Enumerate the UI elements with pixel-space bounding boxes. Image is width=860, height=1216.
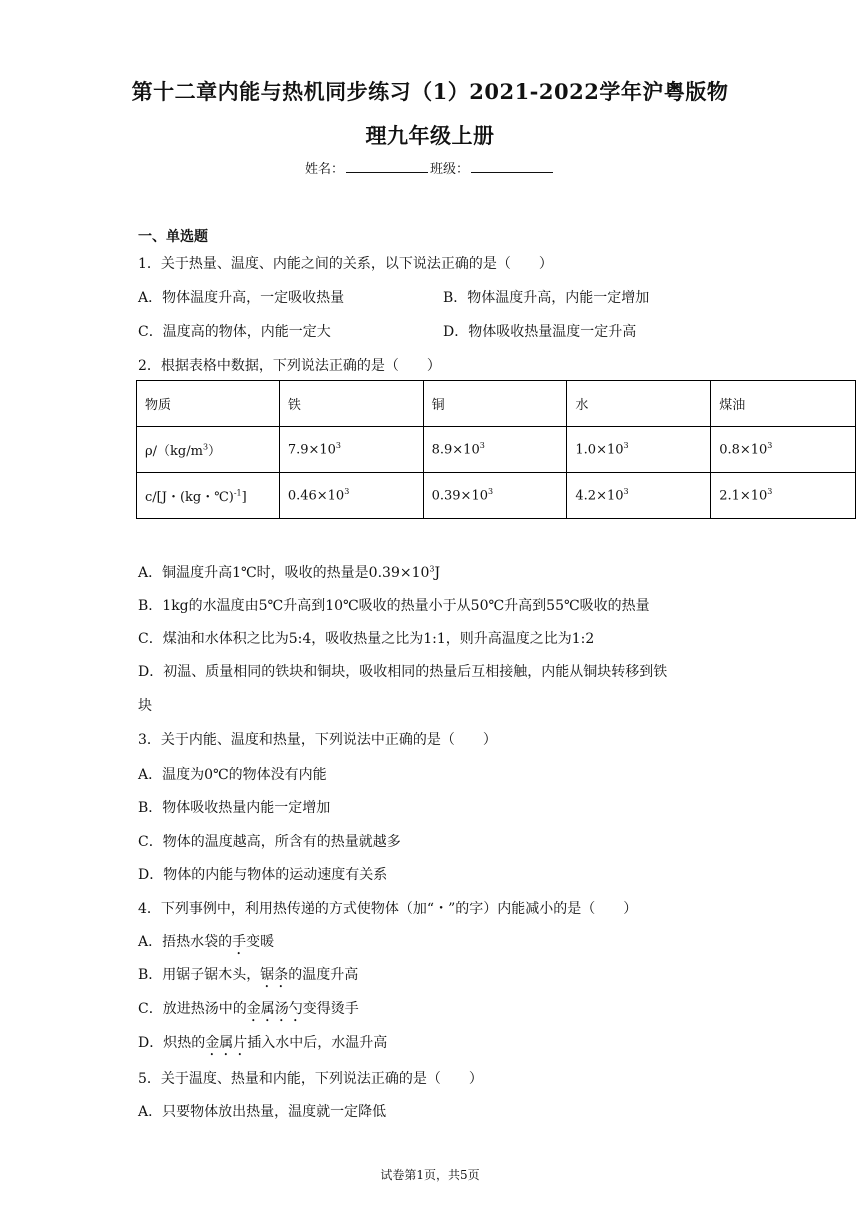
class-label: 班级： <box>430 162 470 177</box>
class-blank <box>471 162 553 173</box>
table-cell: $2.1\times 10^3$ <box>711 473 856 519</box>
q4-option-c: C．放进热汤中的金属汤勺变得烫手 <box>138 1001 359 1017</box>
table-row-density <box>137 427 856 473</box>
emphasized-word: 金属汤勺 <box>246 1001 303 1017</box>
q1-stem: 1．关于热量、温度、内能之间的关系，以下说法正确的是（ ） <box>138 256 553 272</box>
name-label: 姓名： <box>304 162 344 177</box>
table-header-cell: 铁 <box>279 381 423 427</box>
page-footer: 试卷第1页，共5页 <box>380 1168 480 1182</box>
q1-option-c: C．温度高的物体，内能一定大 <box>138 324 331 340</box>
q2-option-b: B．1kg的水温度由5℃升高到10℃吸收的热量小于从50℃升高到55℃吸收的热量 <box>138 598 650 614</box>
q4-option-a: A．捂热水袋的手变暖 <box>138 934 275 950</box>
q3-option-c: C．物体的温度越高，所含有的热量就越多 <box>138 834 401 850</box>
document-title-line-2: 理九年级上册 <box>365 123 495 148</box>
emphasized-word: 手 <box>232 934 247 950</box>
table-cell: $4.2\times 10^3$ <box>567 473 711 519</box>
name-blank <box>346 162 428 173</box>
q2-stem: 2．根据表格中数据，下列说法正确的是（ ） <box>138 358 441 374</box>
q3-option-b: B．物体吸收热量内能一定增加 <box>138 800 331 816</box>
q3-stem: 3．关于内能、温度和热量，下列说法中正确的是（ ） <box>138 732 497 748</box>
q2-option-d-line-2: 块 <box>138 698 152 714</box>
table-header-cell: 水 <box>567 381 711 427</box>
material-property-table <box>136 380 856 519</box>
q1-option-b: B．物体温度升高，内能一定增加 <box>443 290 650 306</box>
document-title-line-1: 第十二章内能与热机同步练习（1）2021-2022学年沪粤版物 <box>131 79 729 104</box>
table-cell: $7.9\times 10^3$ <box>279 427 423 473</box>
q3-option-d: D．物体的内能与物体的运动速度有关系 <box>138 867 388 883</box>
specific-heat-label: c/[J・(kg・℃)$^{-1}$] <box>137 473 280 519</box>
table-cell: $1.0\times 10^3$ <box>567 427 711 473</box>
table-cell: $0.8\times 10^3$ <box>711 427 856 473</box>
section-heading: 一、单选题 <box>138 229 208 245</box>
table-header-cell: 物质 <box>137 381 280 427</box>
q4-option-d: D．炽热的金属片插入水中后，水温升高 <box>138 1035 388 1051</box>
table-header-row <box>137 381 856 427</box>
table-row-specific-heat <box>137 473 856 519</box>
student-info-line <box>0 158 860 177</box>
table-cell: $0.39\times 10^3$ <box>423 473 567 519</box>
q5-option-a: A．只要物体放出热量，温度就一定降低 <box>138 1104 387 1120</box>
q2-option-d-line-1: D．初温、质量相同的铁块和铜块，吸收相同的热量后互相接触，内能从铜块转移到铁 <box>138 664 668 680</box>
table-header-cell: 煤油 <box>711 381 856 427</box>
q4-stem: 4．下列事例中，利用热传递的方式使物体（加“・”的字）内能减小的是（ ） <box>138 901 638 917</box>
table-cell: $8.9\times 10^3$ <box>423 427 567 473</box>
q5-stem: 5．关于温度、热量和内能，下列说法正确的是（ ） <box>138 1071 483 1087</box>
q1-option-d: D．物体吸收热量温度一定升高 <box>443 324 637 340</box>
q4-option-b: B．用锯子锯木头，锯条的温度升高 <box>138 967 359 983</box>
q3-option-a: A．温度为0℃的物体没有内能 <box>138 767 327 783</box>
q1-option-a: A．物体温度升高，一定吸收热量 <box>138 290 345 306</box>
q2-option-c: C．煤油和水体积之比为5:4，吸收热量之比为1:1，则升高温度之比为1:2 <box>138 631 595 647</box>
q2-option-a: A．铜温度升高1℃时，吸收的热量是$0.39\times 10^3J$ <box>138 564 441 581</box>
emphasized-word: 锯条 <box>260 967 289 983</box>
emphasized-word: 金属片 <box>205 1035 248 1051</box>
density-label: $\rho/(kg/m^3)$ <box>137 427 280 473</box>
table-cell: $0.46\times 10^3$ <box>279 473 423 519</box>
table-header-cell: 铜 <box>423 381 567 427</box>
